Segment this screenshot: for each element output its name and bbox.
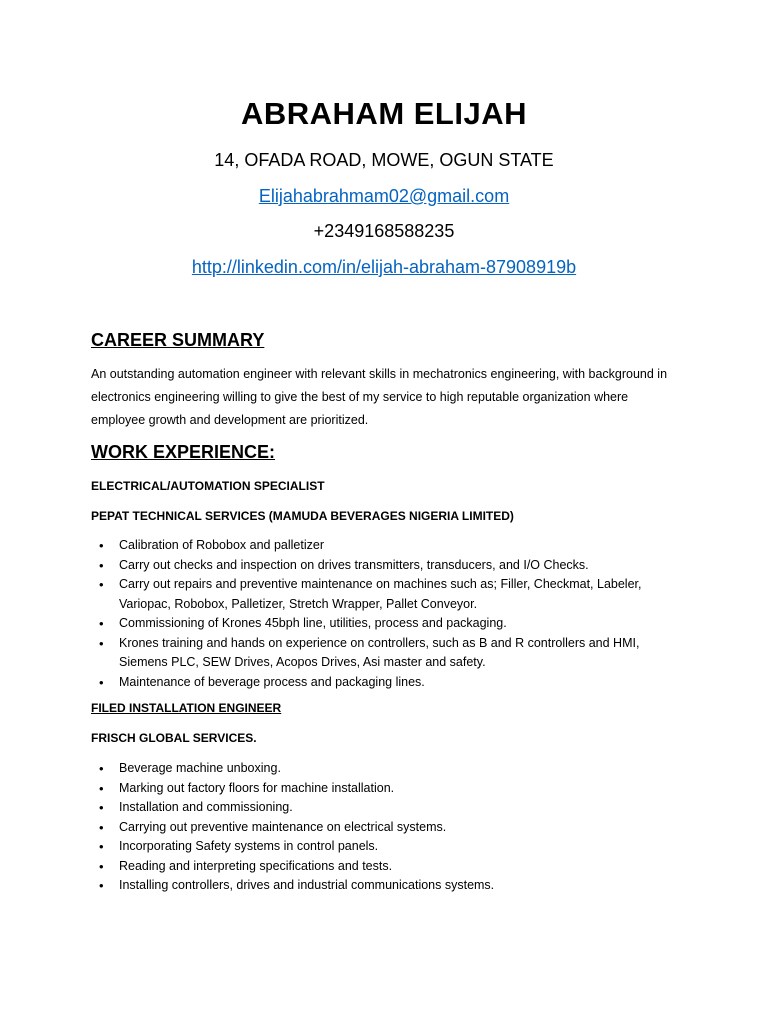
linkedin-link[interactable]: http://linkedin.com/in/elijah-abraham-87908919b bbox=[191, 257, 577, 277]
email-line bbox=[0, 186, 768, 207]
job-company: FRISCH GLOBAL SERVICES. bbox=[91, 731, 257, 745]
list-item: • Installation and commissioning. bbox=[91, 798, 671, 818]
phone-number: +2349168588235 bbox=[313, 221, 455, 241]
list-item: • Carrying out preventive maintenance on electrical systems. bbox=[91, 818, 671, 838]
list-item: • Krones training and hands on experience on controllers, such as B and R controllers and HMI, Siemens PLC, SEW Drives, Acopos Drives, Asi master and safety. bbox=[91, 634, 671, 673]
list-item: • Incorporating Safety systems in control panels. bbox=[91, 837, 671, 857]
job-company: PEPAT TECHNICAL SERVICES (MAMUDA BEVERAGES NIGERIA LIMITED) bbox=[91, 509, 514, 523]
list-item: • Reading and interpreting specifications and tests. bbox=[91, 857, 671, 877]
address-line: 14, OFADA ROAD, MOWE, OGUN STATE bbox=[214, 150, 554, 170]
list-item: • Maintenance of beverage process and packaging lines. bbox=[91, 673, 671, 693]
linkedin-line bbox=[0, 257, 768, 278]
job-duties-list bbox=[91, 759, 671, 896]
job-title: ELECTRICAL/AUTOMATION SPECIALIST bbox=[91, 479, 325, 493]
list-item: • Installing controllers, drives and industrial communications systems. bbox=[91, 876, 671, 896]
list-item: • Carry out checks and inspection on drives transmitters, transducers, and I/O Checks. bbox=[91, 556, 671, 576]
email-link[interactable]: Elijahabrahmam02@gmail.com bbox=[258, 186, 510, 206]
job-title: FILED INSTALLATION ENGINEER bbox=[91, 701, 282, 715]
list-item: • Carry out repairs and preventive maintenance on machines such as; Filler, Checkmat, Labeler, Variopac, Robobox, Palletizer, Stretch Wrapper, Pallet Conveyor. bbox=[91, 575, 671, 614]
list-item: • Commissioning of Krones 45bph line, utilities, process and packaging. bbox=[91, 614, 671, 634]
list-item: • Calibration of Robobox and palletizer bbox=[91, 536, 671, 556]
list-item: • Marking out factory floors for machine installation. bbox=[91, 779, 671, 799]
career-summary-heading: CAREER SUMMARY bbox=[91, 330, 265, 350]
career-summary-text: An outstanding automation engineer with relevant skills in mechatronics engineering, with background in electronics engineering willing to give the best of my service to high reputable organization where employee growth and development are prioritized. bbox=[91, 367, 668, 427]
job-duties-list bbox=[91, 536, 671, 692]
work-experience-heading: WORK EXPERIENCE: bbox=[91, 442, 276, 462]
list-item: • Beverage machine unboxing. bbox=[91, 759, 671, 779]
candidate-name: ABRAHAM ELIJAH bbox=[241, 96, 527, 131]
